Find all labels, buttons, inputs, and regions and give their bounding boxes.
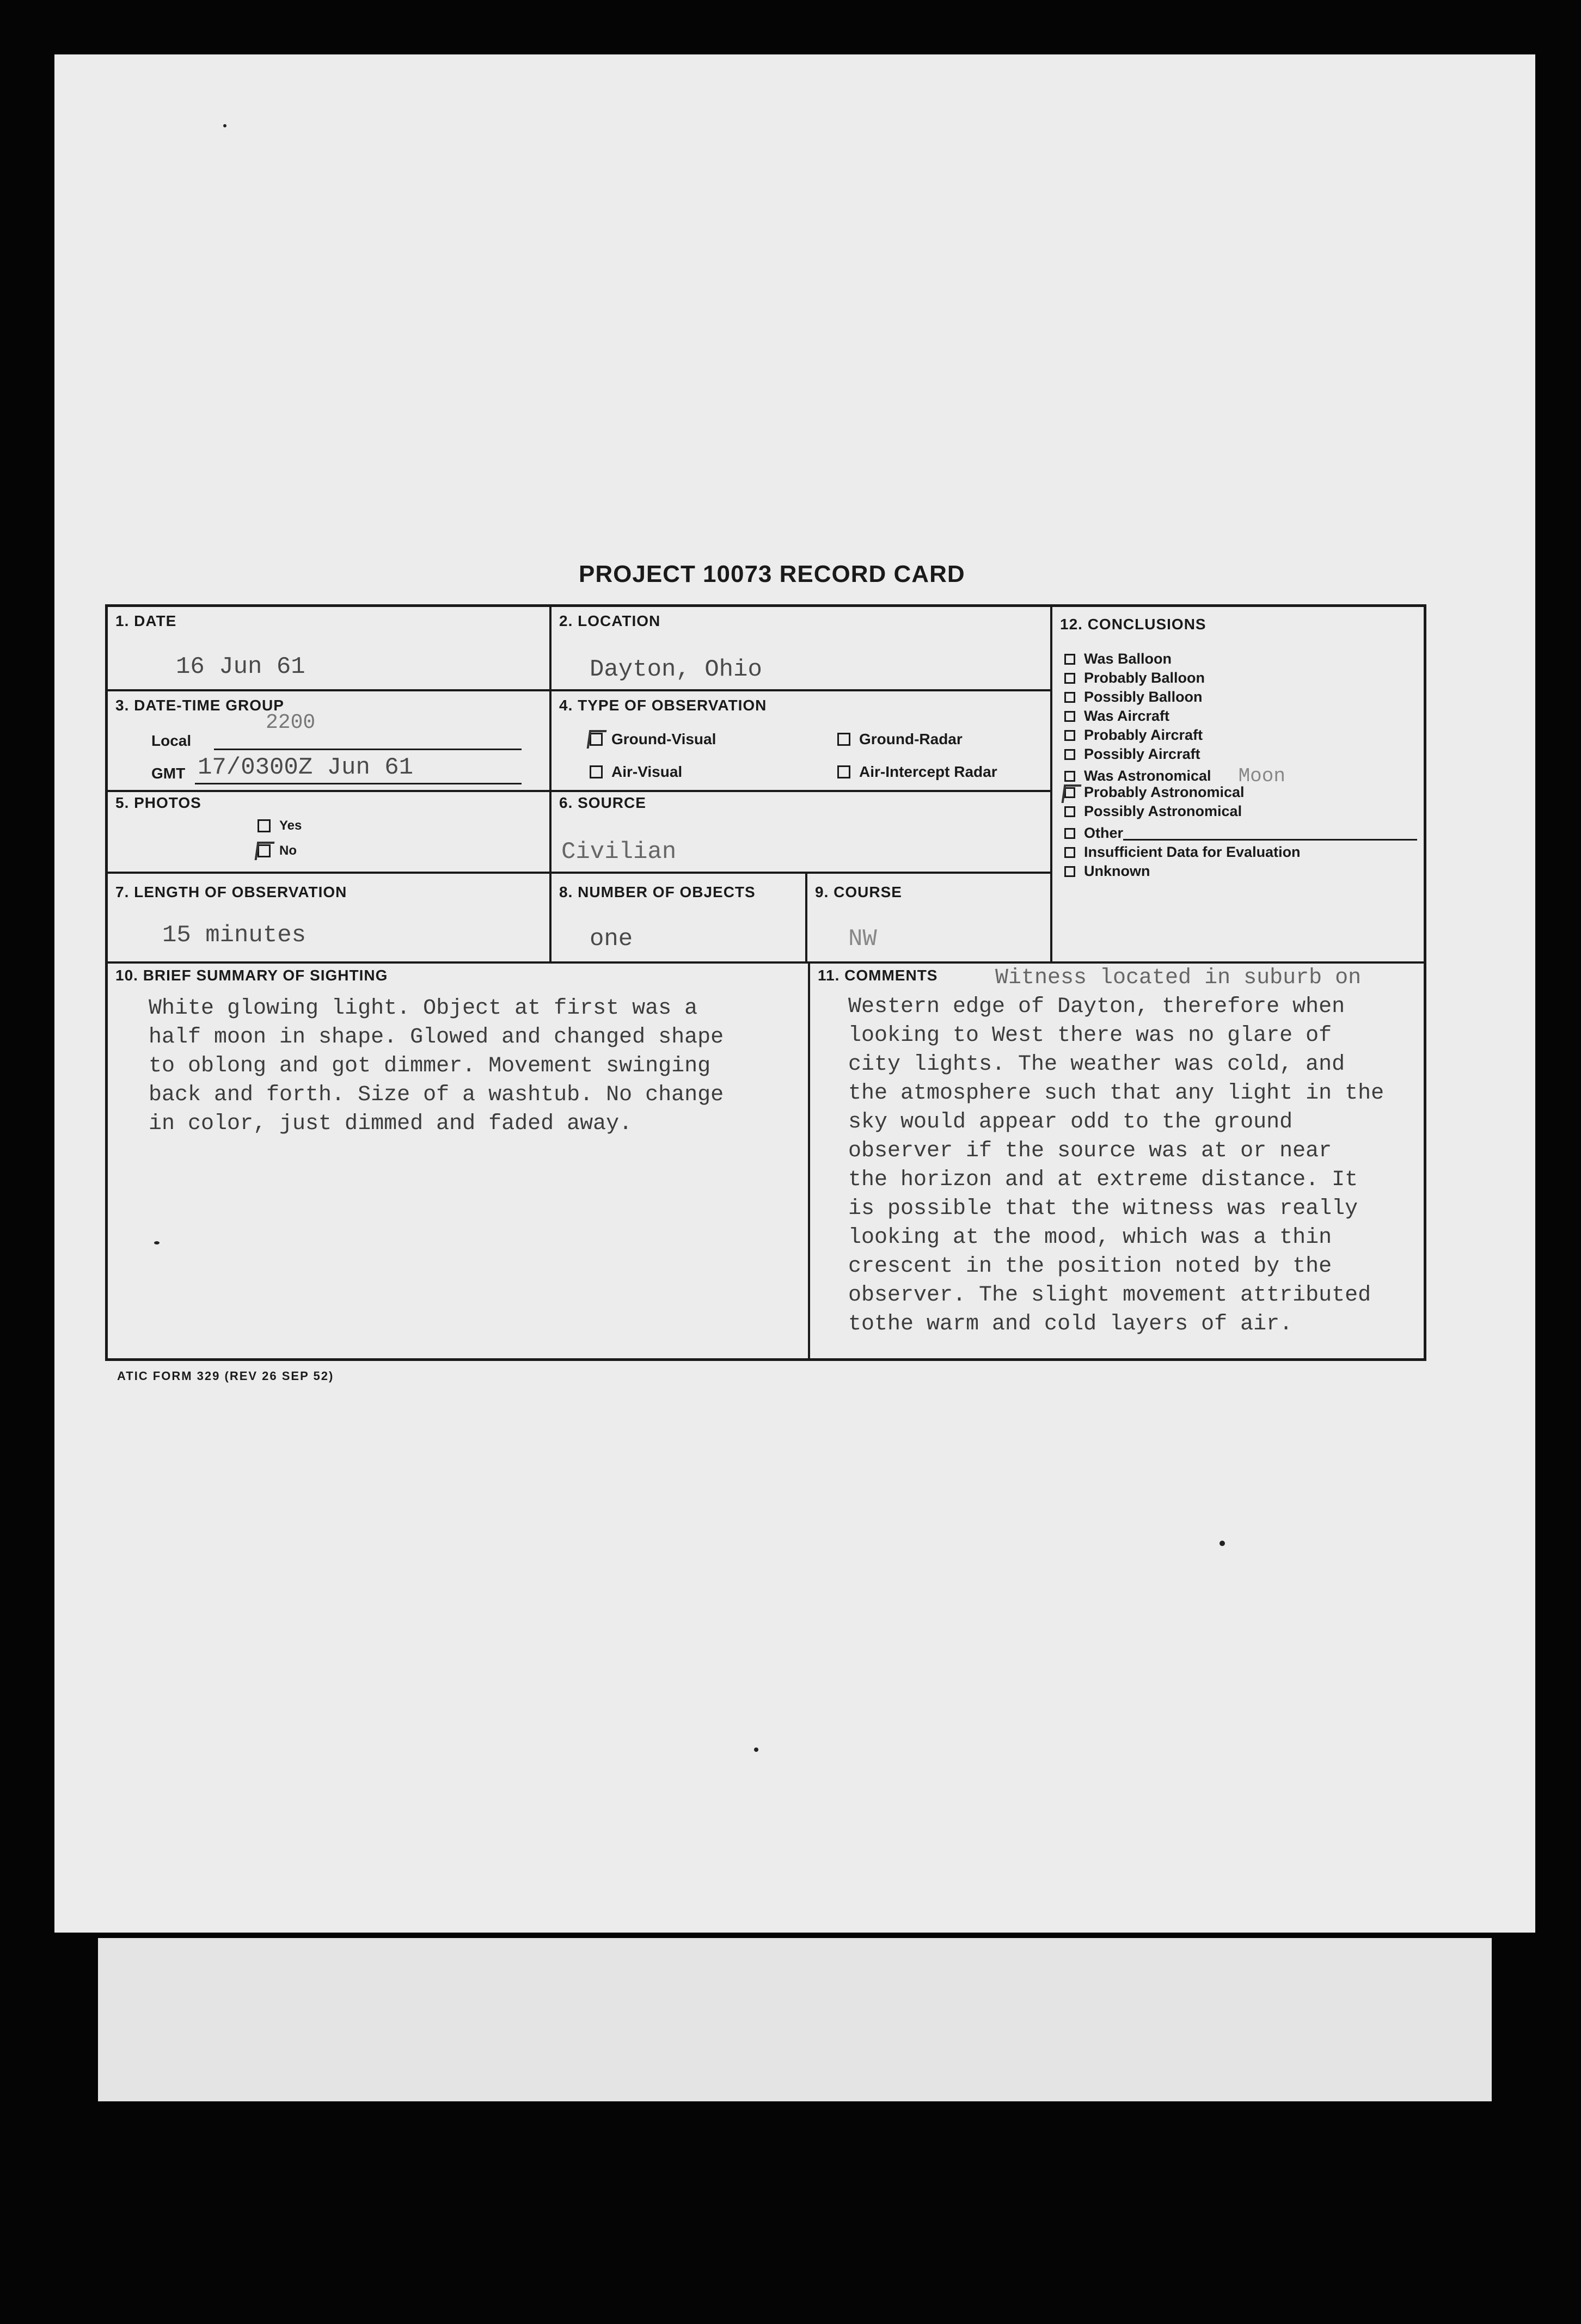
conclusion-label: Was Balloon [1084, 651, 1172, 667]
conclusion-checkbox[interactable] [1064, 828, 1075, 839]
source-label: 6. SOURCE [559, 794, 646, 811]
gmt-field [195, 783, 522, 784]
summary-text [149, 994, 724, 1138]
air-intercept-radar-checkbox[interactable] [837, 765, 850, 778]
comment-line: the atmosphere such that any light in the [848, 1081, 1384, 1106]
course-label: 9. COURSE [815, 884, 902, 900]
air-visual-option[interactable] [590, 763, 682, 781]
conclusion-label: Possibly Aircraft [1084, 746, 1200, 762]
gmt-value: 17/0300Z Jun 61 [198, 754, 414, 781]
photos-yes-checkbox[interactable] [258, 819, 271, 832]
photos-no-checkbox[interactable] [258, 844, 271, 857]
conclusion-option[interactable] [1064, 844, 1301, 861]
comment-line: Western edge of Dayton, therefore when [848, 995, 1345, 1019]
comment-line: is possible that the witness was really [848, 1197, 1358, 1221]
objects-value: one [590, 925, 633, 953]
observation-type-label: 4. TYPE OF OBSERVATION [559, 697, 767, 714]
summary-line: half moon in shape. Glowed and changed shape [149, 1025, 724, 1050]
comment-line: crescent in the position noted by the [848, 1254, 1332, 1279]
conclusion-option[interactable] [1064, 689, 1203, 706]
air-intercept-radar-option[interactable] [837, 763, 997, 781]
air-visual-checkbox[interactable] [590, 765, 603, 778]
conclusion-checkbox[interactable] [1064, 866, 1075, 877]
conclusion-checkbox[interactable] [1064, 771, 1075, 782]
date-value: 16 Jun 61 [176, 653, 305, 680]
comment-line: observer. The slight movement attributed [848, 1283, 1371, 1308]
photos-yes-label: Yes [279, 818, 302, 833]
conclusion-option[interactable] [1064, 651, 1172, 667]
course-value: NW [848, 925, 877, 953]
conclusion-label: Possibly Balloon [1084, 689, 1203, 705]
source-value: Civilian [561, 838, 677, 866]
objects-label: 8. NUMBER OF OBJECTS [559, 884, 756, 900]
paper-strip [98, 1938, 1492, 2101]
photos-cell [108, 792, 551, 874]
ground-visual-label: Ground-Visual [611, 731, 716, 747]
course-cell [807, 874, 1052, 964]
conclusion-option[interactable] [1064, 825, 1417, 842]
conclusion-option[interactable] [1064, 746, 1200, 763]
local-value: 2200 [266, 711, 316, 734]
speck [223, 124, 226, 127]
conclusion-option[interactable] [1064, 803, 1242, 820]
observation-type-cell [551, 691, 1052, 792]
summary-line: to oblong and got dimmer. Movement swinging [149, 1054, 711, 1078]
summary-line: back and forth. Size of a washtub. No change [149, 1083, 724, 1107]
date-label: 1. DATE [115, 612, 177, 629]
summary-line: in color, just dimmed and faded away. [149, 1112, 633, 1136]
photos-label: 5. PHOTOS [115, 794, 201, 811]
gmt-label: GMT [151, 765, 186, 782]
comment-line: observer if the source was at or near [848, 1139, 1332, 1163]
date-time-group-cell [108, 691, 551, 792]
conclusion-checkbox[interactable] [1064, 692, 1075, 703]
location-label: 2. LOCATION [559, 612, 661, 629]
record-card [105, 604, 1426, 1361]
photos-no-label: No [279, 843, 297, 858]
speck [1220, 1541, 1225, 1546]
conclusion-label: Insufficient Data for Evaluation [1084, 844, 1301, 860]
date-cell [108, 607, 551, 691]
source-cell [551, 792, 1052, 874]
comments-cell [810, 964, 1424, 1358]
conclusion-checkbox[interactable] [1064, 847, 1075, 858]
photos-no-option[interactable] [258, 843, 297, 859]
ground-visual-option[interactable] [590, 731, 716, 748]
conclusion-label: Was Astronomical [1084, 768, 1211, 784]
conclusion-option[interactable] [1064, 784, 1245, 801]
local-field [214, 749, 522, 750]
comment-line: sky would appear odd to the ground [848, 1110, 1293, 1135]
conclusion-label: Probably Balloon [1084, 670, 1205, 686]
photos-yes-option[interactable] [258, 818, 302, 833]
ground-visual-checkbox[interactable] [590, 733, 603, 746]
stray-mark [154, 1241, 160, 1244]
comment-line: city lights. The weather was cold, and [848, 1052, 1345, 1077]
comment-line: the horizon and at extreme distance. It [848, 1168, 1358, 1192]
location-cell [551, 607, 1052, 691]
conclusion-option[interactable] [1064, 727, 1203, 744]
comments-text [848, 964, 1384, 1339]
conclusion-option[interactable] [1064, 863, 1150, 880]
comment-line: Witness located in suburb on [995, 966, 1362, 990]
summary-cell [108, 964, 810, 1358]
length-label: 7. LENGTH OF OBSERVATION [115, 884, 347, 900]
conclusion-checkbox[interactable] [1064, 787, 1075, 798]
conclusion-label: Was Aircraft [1084, 708, 1170, 724]
card-title: PROJECT 10073 RECORD CARD [579, 561, 965, 587]
conclusion-note: Moon [1238, 765, 1285, 787]
date-time-group-label: 3. DATE-TIME GROUP [115, 697, 284, 714]
conclusion-label: Unknown [1084, 863, 1150, 879]
ground-radar-option[interactable] [837, 731, 963, 748]
ground-radar-label: Ground-Radar [859, 731, 963, 747]
comment-line: looking to West there was no glare of [848, 1023, 1332, 1048]
comments-label: 11. COMMENTS [818, 967, 938, 984]
ground-radar-checkbox[interactable] [837, 733, 850, 746]
length-value: 15 minutes [162, 922, 307, 949]
conclusion-checkbox[interactable] [1064, 806, 1075, 817]
air-visual-label: Air-Visual [611, 763, 683, 780]
air-intercept-radar-label: Air-Intercept Radar [859, 763, 997, 780]
speck [754, 1747, 758, 1752]
conclusions-cell [1052, 607, 1424, 964]
form-id: ATIC FORM 329 (REV 26 SEP 52) [117, 1369, 334, 1383]
conclusions-label: 12. CONCLUSIONS [1060, 616, 1206, 633]
location-value: Dayton, Ohio [590, 656, 762, 683]
conclusion-checkbox[interactable] [1064, 654, 1075, 665]
conclusion-option[interactable] [1064, 670, 1205, 686]
conclusion-label: Probably Astronomical [1084, 784, 1245, 800]
summary-line: White glowing light. Object at first was a [149, 996, 698, 1021]
local-label: Local [151, 732, 192, 749]
summary-label: 10. BRIEF SUMMARY OF SIGHTING [115, 967, 388, 984]
conclusion-label: Possibly Astronomical [1084, 803, 1242, 819]
conclusion-checkbox[interactable] [1064, 711, 1075, 722]
conclusion-checkbox[interactable] [1064, 749, 1075, 760]
objects-cell [551, 874, 807, 964]
conclusion-checkbox[interactable] [1064, 673, 1075, 684]
conclusion-checkbox[interactable] [1064, 730, 1075, 741]
comment-line: looking at the mood, which was a thin [848, 1225, 1332, 1250]
conclusion-option[interactable] [1064, 708, 1169, 725]
comment-line: tothe warm and cold layers of air. [848, 1312, 1293, 1336]
length-cell [108, 874, 551, 964]
conclusion-label: Probably Aircraft [1084, 727, 1203, 743]
other-field [1123, 826, 1417, 841]
conclusion-label: Other [1084, 825, 1124, 841]
